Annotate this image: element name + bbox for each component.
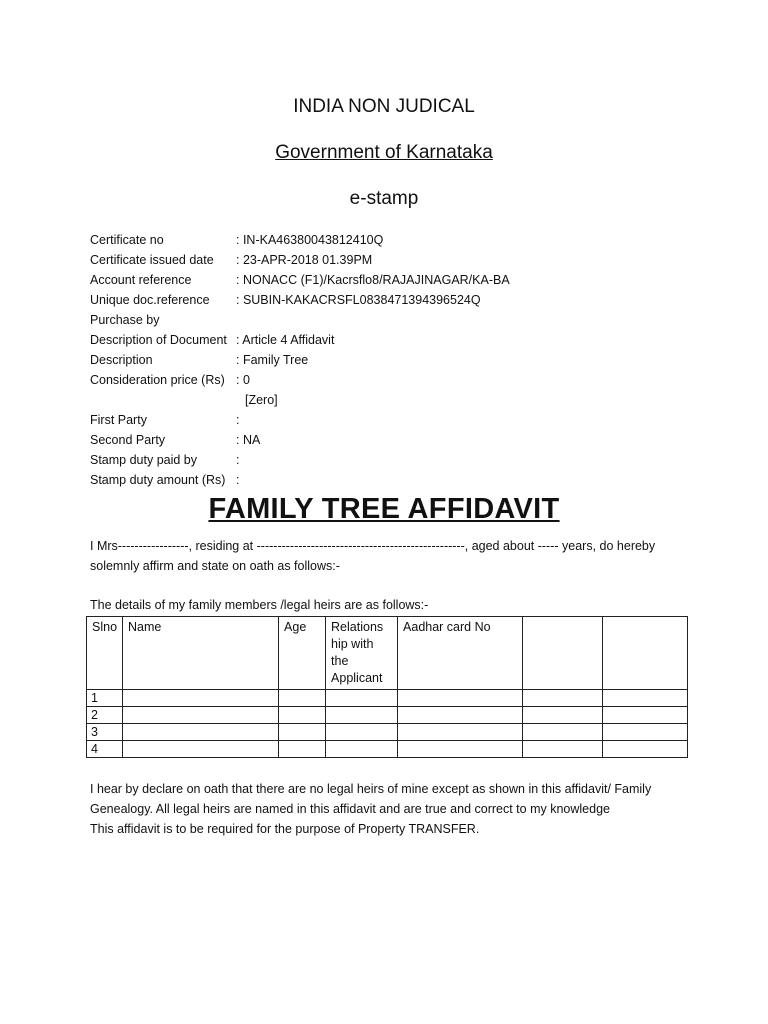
field-label: Certificate issued date bbox=[90, 253, 214, 267]
table-cell bbox=[123, 741, 279, 758]
header-government: Government of Karnataka bbox=[275, 142, 493, 163]
table-cell bbox=[123, 690, 279, 707]
table-cell bbox=[523, 707, 603, 724]
field-row bbox=[90, 390, 510, 410]
field-value: : bbox=[236, 413, 240, 427]
field-label: Description of Document bbox=[90, 333, 227, 347]
field-row bbox=[90, 270, 510, 290]
table-row bbox=[87, 724, 688, 741]
table-cell bbox=[523, 741, 603, 758]
header-india-non-judicial: INDIA NON JUDICAL bbox=[293, 96, 475, 117]
field-row bbox=[90, 370, 510, 390]
header-cell: Relations hip with the Applicant bbox=[326, 617, 398, 690]
table-cell bbox=[279, 724, 326, 741]
field-value: : bbox=[236, 473, 240, 487]
table-row bbox=[87, 741, 688, 758]
table-header-row bbox=[87, 617, 688, 690]
table-cell bbox=[398, 707, 523, 724]
table-cell bbox=[398, 724, 523, 741]
header-cell: Name bbox=[123, 617, 279, 690]
field-row bbox=[90, 230, 510, 250]
field-row bbox=[90, 410, 510, 430]
affidavit-title: FAMILY TREE AFFIDAVIT bbox=[208, 493, 560, 525]
header-cell: Slno bbox=[87, 617, 123, 690]
field-label: Certificate no bbox=[90, 233, 164, 247]
table-cell bbox=[279, 707, 326, 724]
table-cell bbox=[603, 707, 688, 724]
table-row bbox=[87, 690, 688, 707]
field-label: Purchase by bbox=[90, 313, 160, 327]
field-row bbox=[90, 310, 510, 330]
header-cell: Aadhar card No bbox=[398, 617, 523, 690]
estamp-details bbox=[90, 230, 510, 490]
table-cell bbox=[523, 690, 603, 707]
field-value: : NA bbox=[236, 433, 261, 447]
field-label: Stamp duty paid by bbox=[90, 453, 198, 467]
table-cell: 3 bbox=[87, 724, 123, 741]
table-cell bbox=[326, 741, 398, 758]
field-value: : Family Tree bbox=[236, 353, 309, 367]
header-estamp: e-stamp bbox=[349, 188, 419, 209]
table-cell bbox=[603, 690, 688, 707]
field-label: Second Party bbox=[90, 433, 166, 447]
table-cell bbox=[326, 690, 398, 707]
field-row bbox=[90, 290, 510, 310]
field-label: First Party bbox=[90, 413, 147, 427]
header-cell: Age bbox=[279, 617, 326, 690]
table-cell bbox=[279, 690, 326, 707]
table-cell bbox=[123, 724, 279, 741]
field-row bbox=[90, 450, 510, 470]
table-cell bbox=[603, 741, 688, 758]
field-value: : NONACC (F1)/Kacrsflo8/RAJAJINAGAR/KA-BA bbox=[236, 273, 510, 287]
field-label: Stamp duty amount (Rs) bbox=[90, 473, 226, 487]
declaration-line: I hear by declare on oath that there are no legal heirs of mine except as shown in this affidavit/ Family bbox=[90, 782, 652, 796]
legal-heirs-table bbox=[86, 616, 688, 758]
table-cell bbox=[123, 707, 279, 724]
field-row bbox=[90, 330, 510, 350]
field-row bbox=[90, 250, 510, 270]
field-label: Account reference bbox=[90, 273, 192, 287]
table-cell bbox=[523, 724, 603, 741]
header-cell bbox=[603, 617, 688, 690]
field-value: : 0 bbox=[236, 373, 250, 387]
field-value: : 23-APR-2018 01.39PM bbox=[236, 253, 373, 267]
field-label: Unique doc.reference bbox=[90, 293, 210, 307]
table-cell bbox=[279, 741, 326, 758]
details-heading: The details of my family members /legal heirs are as follows:- bbox=[90, 598, 429, 612]
intro-line: I Mrs-----------------, residing at --------------------------------------------------, aged about ----- years, do hereby bbox=[90, 539, 656, 553]
table-cell bbox=[326, 724, 398, 741]
field-value: : Article 4 Affidavit bbox=[236, 333, 335, 347]
table-cell: 2 bbox=[87, 707, 123, 724]
table-cell bbox=[398, 690, 523, 707]
table-cell: 1 bbox=[87, 690, 123, 707]
table-cell: 4 bbox=[87, 741, 123, 758]
field-value: : IN-KA46380043812410Q bbox=[236, 233, 384, 247]
declaration-line: This affidavit is to be required for the purpose of Property TRANSFER. bbox=[90, 822, 480, 836]
table-cell bbox=[603, 724, 688, 741]
field-row bbox=[90, 470, 510, 490]
declaration-line: Genealogy. All legal heirs are named in this affidavit and are true and correct to my knowledge bbox=[90, 802, 610, 816]
intro-paragraph bbox=[90, 536, 690, 576]
field-value: [Zero] bbox=[245, 393, 278, 407]
declaration-paragraph bbox=[90, 779, 690, 839]
table-row bbox=[87, 707, 688, 724]
field-value: : bbox=[236, 453, 240, 467]
intro-line: solemnly affirm and state on oath as follows:- bbox=[90, 559, 340, 573]
field-row bbox=[90, 350, 510, 370]
field-row bbox=[90, 430, 510, 450]
field-value: : SUBIN-KAKACRSFL0838471394396524Q bbox=[236, 293, 481, 307]
header-cell bbox=[523, 617, 603, 690]
field-label: Consideration price (Rs) bbox=[90, 373, 225, 387]
field-label: Description bbox=[90, 353, 153, 367]
table-cell bbox=[326, 707, 398, 724]
table-cell bbox=[398, 741, 523, 758]
